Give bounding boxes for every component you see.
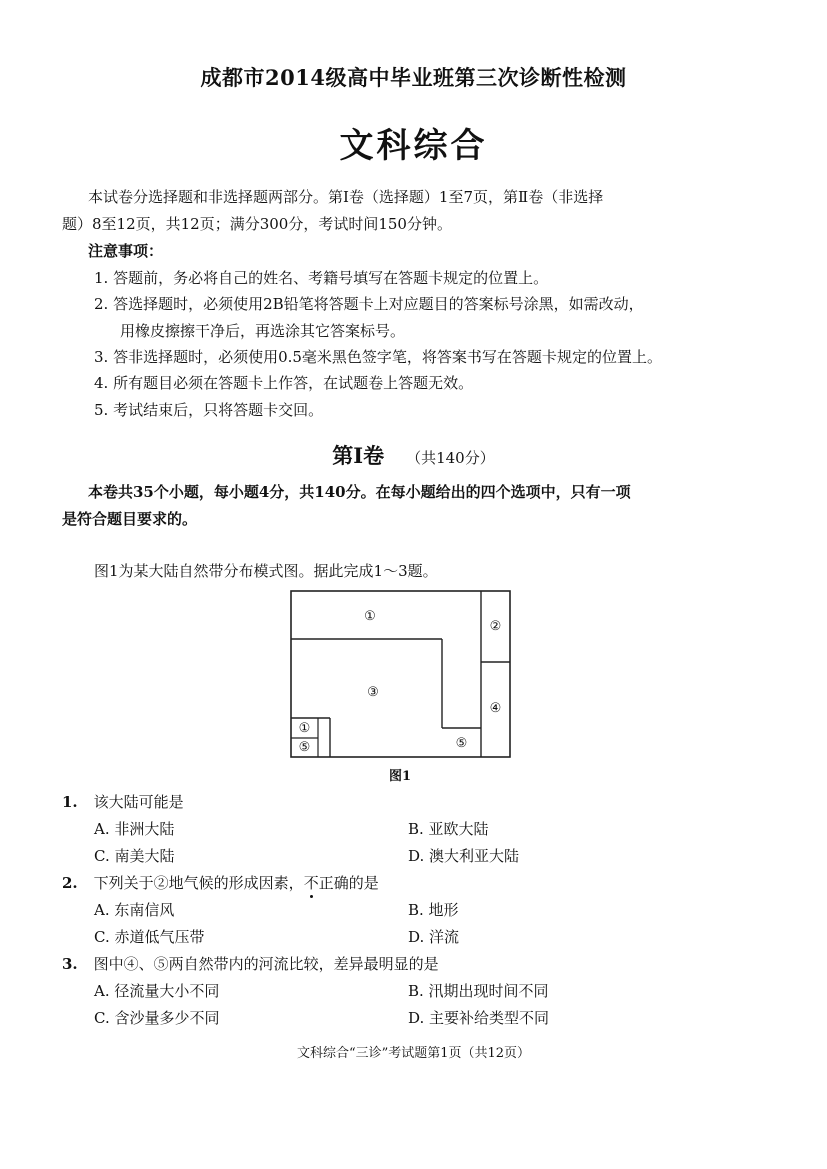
zone-label-4: ④ bbox=[489, 701, 502, 716]
section-desc-line-2: 是符合题目要求的。 bbox=[62, 510, 198, 528]
question-stem: 下列关于②地气候的形成因素， bbox=[93, 874, 304, 892]
document-title: 成都市2014级高中毕业班第三次诊断性检测 bbox=[200, 65, 627, 90]
section-heading bbox=[0, 440, 827, 470]
note-item-continuation: 用橡皮擦擦干净后，再选涂其它答案标号。 bbox=[120, 322, 406, 340]
emphasis-mark: 不 bbox=[303, 874, 319, 892]
option-b: B. 亚欧大陆 bbox=[408, 820, 489, 838]
notes-heading: 注意事项： bbox=[88, 242, 164, 260]
section-title: 第Ⅰ卷 bbox=[332, 443, 385, 468]
note-item: 1. 答题前，务必将自己的姓名、考籍号填写在答题卡规定的位置上。 bbox=[94, 269, 549, 287]
question-stem-end: 正确的是 bbox=[318, 874, 379, 892]
question-3 bbox=[62, 951, 439, 978]
question-number: 3. bbox=[62, 955, 78, 973]
question-number: 1. bbox=[62, 793, 78, 811]
section-desc-line-1: 本卷共35个小题，每小题4分，共140分。在每小题给出的四个选项中，只有一项 bbox=[88, 483, 631, 501]
note-item: 2. 答选择题时，必须使用2B铅笔将答题卡上对应题目的答案标号涂黑，如需改动， bbox=[94, 295, 644, 313]
zone-label-5-right: ⑤ bbox=[455, 736, 468, 751]
question-stem: 图中④、⑤两自然带内的河流比较，差异最明显的是 bbox=[93, 955, 439, 973]
option-d: D. 澳大利亚大陆 bbox=[408, 847, 520, 865]
note-item: 3. 答非选择题时，必须使用0.5毫米黑色签字笔，将答案书写在答题卡规定的位置上。 bbox=[94, 348, 662, 366]
natural-zone-diagram bbox=[290, 590, 511, 758]
question-stem: 该大陆可能是 bbox=[93, 793, 184, 811]
figure-intro: 图1为某大陆自然带分布模式图。据此完成1～3题。 bbox=[94, 562, 438, 580]
option-c: C. 含沙量多少不同 bbox=[94, 1009, 220, 1027]
question-number: 2. bbox=[62, 874, 78, 892]
diagram-lines bbox=[290, 590, 511, 758]
option-a: A. 东南信风 bbox=[94, 901, 175, 919]
page-footer: 文科综合“三诊”考试题第1页（共12页） bbox=[296, 1046, 531, 1061]
zone-label-1: ① bbox=[364, 609, 376, 624]
option-b: B. 汛期出现时间不同 bbox=[408, 982, 549, 1000]
option-d: D. 主要补给类型不同 bbox=[408, 1009, 550, 1027]
option-c: C. 南美大陆 bbox=[94, 847, 175, 865]
option-c: C. 赤道低气压带 bbox=[94, 928, 205, 946]
subject-title: 文科综合 bbox=[339, 126, 488, 166]
zone-label-3: ③ bbox=[367, 685, 379, 700]
option-a: A. 非洲大陆 bbox=[94, 820, 175, 838]
zone-label-5-left: ⑤ bbox=[298, 740, 311, 755]
question-2 bbox=[62, 870, 379, 897]
question-1 bbox=[62, 789, 184, 816]
option-b: B. 地形 bbox=[408, 901, 459, 919]
option-d: D. 洋流 bbox=[408, 928, 460, 946]
note-item: 4. 所有题目必须在答题卡上作答，在试题卷上答题无效。 bbox=[94, 374, 474, 392]
intro-line-1: 本试卷分选择题和非选择题两部分。第Ⅰ卷（选择题）1至7页，第Ⅱ卷（非选择 bbox=[88, 188, 604, 206]
zone-label-2: ② bbox=[489, 619, 502, 634]
figure-caption: 图1 bbox=[388, 769, 412, 784]
intro-line-2: 题）8至12页，共12页；满分300分，考试时间150分钟。 bbox=[62, 215, 452, 233]
section-points: （共140分） bbox=[406, 449, 495, 467]
option-a: A. 径流量大小不同 bbox=[94, 982, 220, 1000]
zone-label-1-small: ① bbox=[298, 721, 311, 736]
note-item: 5. 考试结束后，只将答题卡交回。 bbox=[94, 401, 324, 419]
